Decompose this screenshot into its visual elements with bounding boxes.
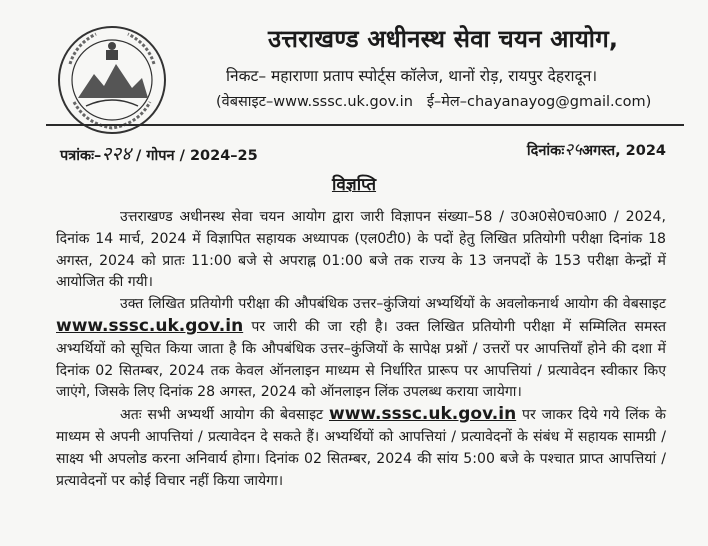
commission-seal-logo: [56, 24, 168, 136]
ref-suffix: / गोपन / 2024–25: [136, 148, 258, 164]
org-title: उत्तराखण्ड अधीनस्थ सेवा चयन आयोग,: [268, 25, 619, 53]
paragraph-3-website-link[interactable]: www.sssc.uk.gov.in: [329, 404, 517, 425]
header-website-link[interactable]: www.sssc.uk.gov.in: [273, 94, 413, 110]
paragraph-3-text-a: अतः सभी अभ्यर्थी आयोग की बेवसाइट: [120, 407, 324, 424]
ref-handwritten-number: २२४: [101, 143, 131, 165]
contact-line: [216, 91, 696, 111]
paragraph-3: [56, 404, 666, 492]
notice-title: विज्ञप्ति: [331, 175, 377, 195]
paragraph-2-text-a: उक्त लिखित प्रतियोगी परीक्षा की औपबंधिक उत्तर–कुंजियां अभ्यर्थियों के अवलोकनार्थ आयोग की वेबसाइट: [120, 296, 666, 313]
date-handwritten-day: २५: [564, 140, 582, 160]
notice-body: [56, 207, 666, 492]
ref-label: पत्रांकः–: [60, 148, 102, 164]
header-divider: [46, 124, 684, 126]
notice-date: [527, 137, 666, 160]
website-label: (वेबसाइट–: [216, 94, 274, 110]
email-label: ई–मेल–: [426, 94, 468, 110]
paragraph-2-website-link[interactable]: www.sssc.uk.gov.in: [56, 315, 244, 336]
paragraph-2: [56, 294, 666, 404]
header-email-link[interactable]: chayanayog@gmail.com): [467, 94, 652, 110]
notice-heading: [0, 172, 708, 195]
paragraph-3-text-b: पर जाकर दिये गये लिंक के माध्यम से अपनी आपत्तियां / प्रत्यावेदन दे सकते हैं। अभ्यर्थियों को आपत्तियां / प्रत्यावेदनों के संबंध में सहायक सामग्री / साक्ष्य भी अपलोड करना अनिवार्य होगा। दिनांक 02 सितम्बर, 2024 की सांय 5:00 बजे के पश्चात प्राप्त आपत्तियां / प्रत्यावेदनों पर कोई विचार नहीं किया जायेगा।: [56, 407, 667, 489]
reference-number: [60, 140, 258, 166]
org-address: निकट– महाराणा प्रताप स्पोर्ट्स कॉलेज, थानों रोड़, रायपुर देहरादून।: [226, 67, 598, 85]
paragraph-1: उत्तराखण्ड अधीनस्थ सेवा चयन आयोग द्वारा जारी विज्ञापन संख्या–58 / उ0अ0से0च0आ0 / 2024, दिनांक 14 मार्च, 2024 में विज्ञापित सहायक अध्यापक (एल0टी0) के पदों हेतु लिखित प्रतियोगी परीक्षा दिनांक 18 अगस्त, 2024 को प्रातः 11:00 बजे से अपराह्न 01:00 बजे तक राज्य के 13 जनपदों के 153 परीक्षा केन्द्रों में आयोजित की गयी।: [56, 209, 666, 291]
paragraph-2-text-b: पर जारी की जा रही है। उक्त लिखित प्रतियोगी परीक्षा में सम्मिलित समस्त अभ्यर्थियों को सूचित किया जाता है कि औपबंधिक उत्तर–कुंजियों के सापेक्ष प्रश्नों / उत्तरों पर आपत्तियाँ होने की दशा में दिनांक 02 सितम्बर, 2024 तक केवल ऑनलाइन माध्यम से निर्धारित प्रारूप पर आपत्तियां / प्रत्यावेदन स्वीकार किए जाएंगे, जिसके लिए दिनांक 28 अगस्त, 2024 को ऑनलाइन लिंक उपलब्ध कराया जायेगा।: [56, 318, 666, 401]
date-label: दिनांकः: [526, 143, 565, 159]
date-rest: अगस्त, 2024: [581, 143, 666, 159]
